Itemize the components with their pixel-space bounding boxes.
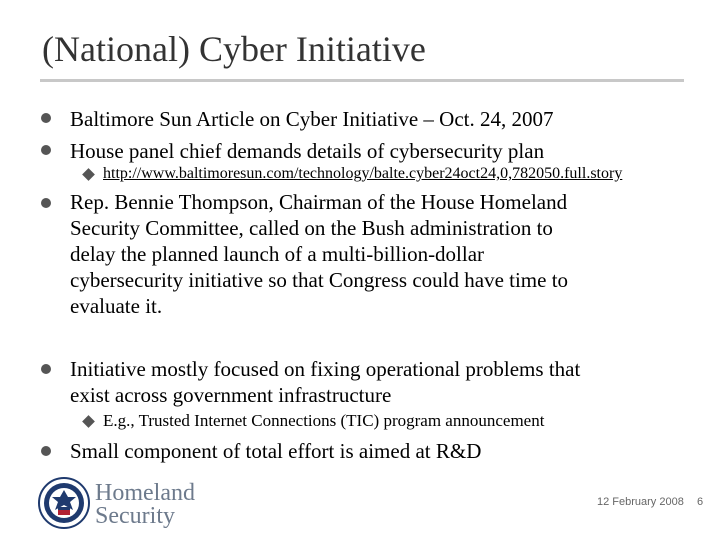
bullet-line: evaluate it. bbox=[70, 294, 163, 318]
bullet-dot bbox=[41, 364, 51, 374]
sub-bullet-diamond bbox=[82, 168, 95, 181]
article-link[interactable] bbox=[103, 165, 622, 183]
slide-title: (National) Cyber Initiative bbox=[42, 29, 426, 69]
bullet-line: exist across government infrastructure bbox=[70, 383, 392, 407]
bullet-dot bbox=[41, 145, 51, 155]
bullet-dot bbox=[41, 446, 51, 456]
dhs-seal-icon bbox=[38, 477, 90, 529]
sub-bullet-diamond bbox=[82, 415, 95, 428]
page-number: 6 bbox=[697, 496, 704, 508]
bullet-line: Initiative mostly focused on fixing operational problems that bbox=[70, 357, 581, 381]
dhs-logo bbox=[38, 476, 218, 532]
bullet-item bbox=[70, 356, 580, 408]
bullet-line: Security Committee, called on the Bush administration to bbox=[70, 216, 553, 240]
bullet-item: Small component of total effort is aimed at R&D bbox=[70, 439, 482, 463]
bullet-item bbox=[70, 189, 568, 319]
logo-text-security: Security bbox=[95, 503, 175, 529]
bullet-item: House panel chief demands details of cybersecurity plan bbox=[70, 139, 545, 163]
bullet-dot bbox=[41, 198, 51, 208]
bullet-line: Rep. Bennie Thompson, Chairman of the House Homeland bbox=[70, 190, 568, 214]
article-link-text[interactable]: http://www.baltimoresun.com/technology/balte.cyber24oct24,0,782050.full.story bbox=[103, 165, 623, 182]
bullet-item: Baltimore Sun Article on Cyber Initiative – Oct. 24, 2007 bbox=[70, 107, 554, 131]
logo-text-homeland: Homeland bbox=[95, 480, 195, 506]
sub-bullet-item: E.g., Trusted Internet Connections (TIC) program announcement bbox=[103, 411, 545, 430]
bullet-line: cybersecurity initiative so that Congress could have time to bbox=[70, 268, 569, 292]
bullet-dot bbox=[41, 113, 51, 123]
footer-date: 12 February 2008 bbox=[597, 496, 684, 508]
bullet-line: delay the planned launch of a multi-billion-dollar bbox=[70, 242, 485, 266]
